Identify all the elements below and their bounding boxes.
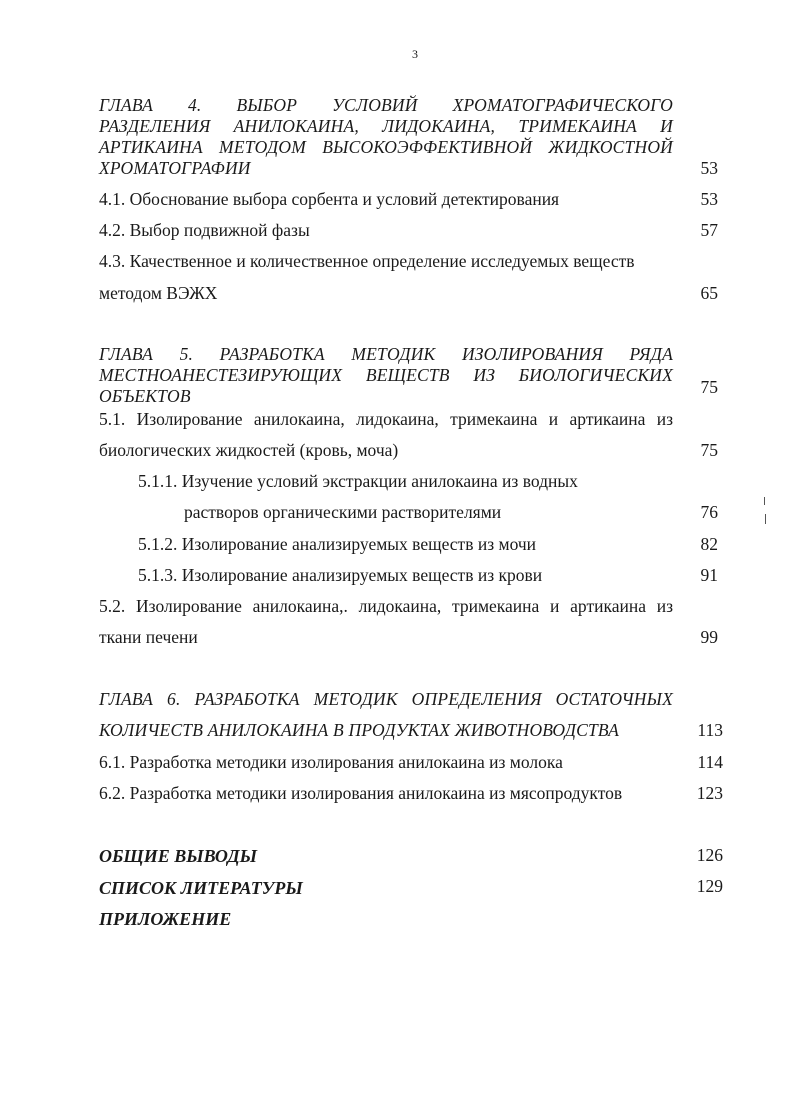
toc-references: СПИСОК ЛИТЕРАТУРЫ (99, 878, 303, 898)
toc-item-6-2: 6.2. Разработка методики изолирования анилокаина из мясопродуктов (99, 783, 623, 803)
toc-item-6-2-page: 123 (696, 783, 723, 803)
toc-item-4-3-page: 65 (700, 283, 718, 303)
chapter-6-title-line-2: КОЛИЧЕСТВ АНИЛОКАИНА В ПРОДУКТАХ ЖИВОТНОВОДСТВА (99, 720, 620, 740)
chapter-5-title-line-2: МЕСТНОАНЕСТЕЗИРУЮЩИХ ВЕЩЕСТВ ИЗ БИОЛОГИЧЕСКИХ (99, 365, 673, 385)
toc-item-4-3-line-1: 4.3. Качественное и количественное определение исследуемых веществ (99, 251, 635, 271)
chapter-4-title-line-3: АРТИКАИНА МЕТОДОМ ВЫСОКОЭФФЕКТИВНОЙ ЖИДКОСТНОЙ (99, 137, 673, 157)
toc-item-5-1-line-1: 5.1. Изолирование анилокаина, лидокаина, тримекаина и артикаина из (99, 409, 673, 429)
chapter-4-page: 53 (700, 158, 718, 178)
scan-mark (764, 497, 765, 505)
toc-item-4-1: 4.1. Обоснование выбора сорбента и условий детектирования (99, 189, 560, 209)
toc-item-4-2-page: 57 (700, 220, 718, 240)
toc-appendix: ПРИЛОЖЕНИЕ (99, 909, 232, 929)
toc-item-5-2-line-1: 5.2. Изолирование анилокаина,. лидокаина, тримекаина и артикаина из (99, 596, 673, 616)
toc-general-conclusions-page: 126 (696, 845, 723, 865)
page-number: 3 (412, 47, 418, 61)
toc-item-5-1-1-line-1: 5.1.1. Изучение условий экстракции анилокаина из водных (138, 471, 578, 491)
toc-item-5-1-3-page: 91 (700, 565, 718, 585)
chapter-5-page: 75 (700, 377, 718, 397)
toc-item-4-1-page: 53 (700, 189, 718, 209)
toc-item-6-1-page: 114 (697, 752, 723, 772)
scan-mark (765, 514, 766, 524)
toc-item-5-1-1-page: 76 (700, 502, 718, 522)
toc-general-conclusions: ОБЩИЕ ВЫВОДЫ (99, 846, 258, 866)
chapter-6-page: 113 (697, 720, 723, 740)
chapter-5-title-line-1: ГЛАВА 5. РАЗРАБОТКА МЕТОДИК ИЗОЛИРОВАНИЯ РЯДА (99, 344, 673, 364)
toc-references-page: 129 (696, 876, 723, 896)
chapter-4-title-line-2: РАЗДЕЛЕНИЯ АНИЛОКАИНА, ЛИДОКАИНА, ТРИМЕКАИНА И (99, 116, 673, 136)
toc-item-5-1-line-2: биологических жидкостей (кровь, моча) (99, 440, 399, 460)
toc-item-4-2: 4.2. Выбор подвижной фазы (99, 220, 310, 240)
chapter-4-title-line-4: ХРОМАТОГРАФИИ (99, 158, 251, 178)
toc-item-5-1-3: 5.1.3. Изолирование анализируемых веществ из крови (138, 565, 543, 585)
toc-item-5-1-2-page: 82 (700, 534, 718, 554)
chapter-5-title-line-3: ОБЪЕКТОВ (99, 386, 191, 406)
toc-item-5-1-2: 5.1.2. Изолирование анализируемых веществ из мочи (138, 534, 537, 554)
toc-item-4-3-line-2: методом ВЭЖХ (99, 283, 218, 303)
chapter-6-title-line-1: ГЛАВА 6. РАЗРАБОТКА МЕТОДИК ОПРЕДЕЛЕНИЯ ОСТАТОЧНЫХ (99, 689, 673, 709)
chapter-4-title-line-1: ГЛАВА 4. ВЫБОР УСЛОВИЙ ХРОМАТОГРАФИЧЕСКОГО (99, 95, 673, 115)
toc-item-5-2-line-2: ткани печени (99, 627, 198, 647)
toc-item-5-1-1-line-2: растворов органическими растворителями (184, 502, 502, 522)
toc-item-5-1-page: 75 (700, 440, 718, 460)
toc-item-6-1: 6.1. Разработка методики изолирования анилокаина из молока (99, 752, 563, 772)
toc-item-5-2-page: 99 (700, 627, 718, 647)
